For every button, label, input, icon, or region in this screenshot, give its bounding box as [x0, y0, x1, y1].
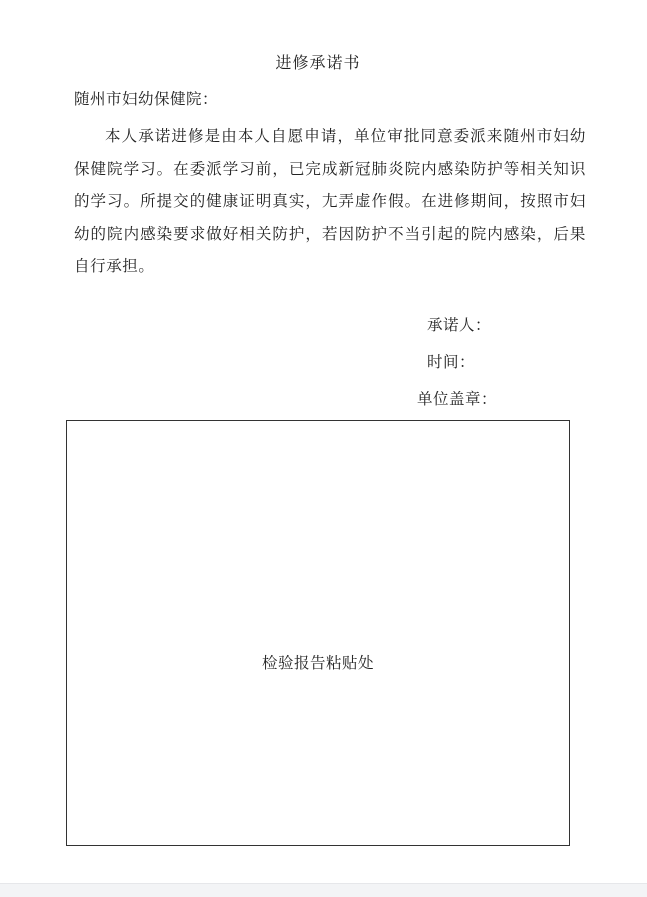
document-title: 进修承诺书	[275, 53, 361, 72]
viewer-bottom-bar	[0, 883, 647, 897]
salutation: 随州市妇幼保健院：	[74, 90, 219, 108]
report-paste-label: 检验报告粘贴处	[261, 654, 374, 672]
promiser-label: 承诺人：	[427, 316, 492, 334]
report-paste-box	[66, 420, 570, 846]
commitment-paragraph: 本人承诺进修是由本人自愿申请，单位审批同意委派来随州市妇幼保健院学习。在委派学习前，已完成新冠肺炎院内感染防护等相关知识的学习。所提交的健康证明真实，尢弄虚作假。在进修期间，按照市妇幼的院内感染要求做好相关防护，若因防护不当引起的院内感染，后果自行承担。	[74, 127, 586, 275]
time-label: 时间：	[427, 353, 476, 371]
unit-seal-label: 单位盖章：	[417, 390, 498, 408]
